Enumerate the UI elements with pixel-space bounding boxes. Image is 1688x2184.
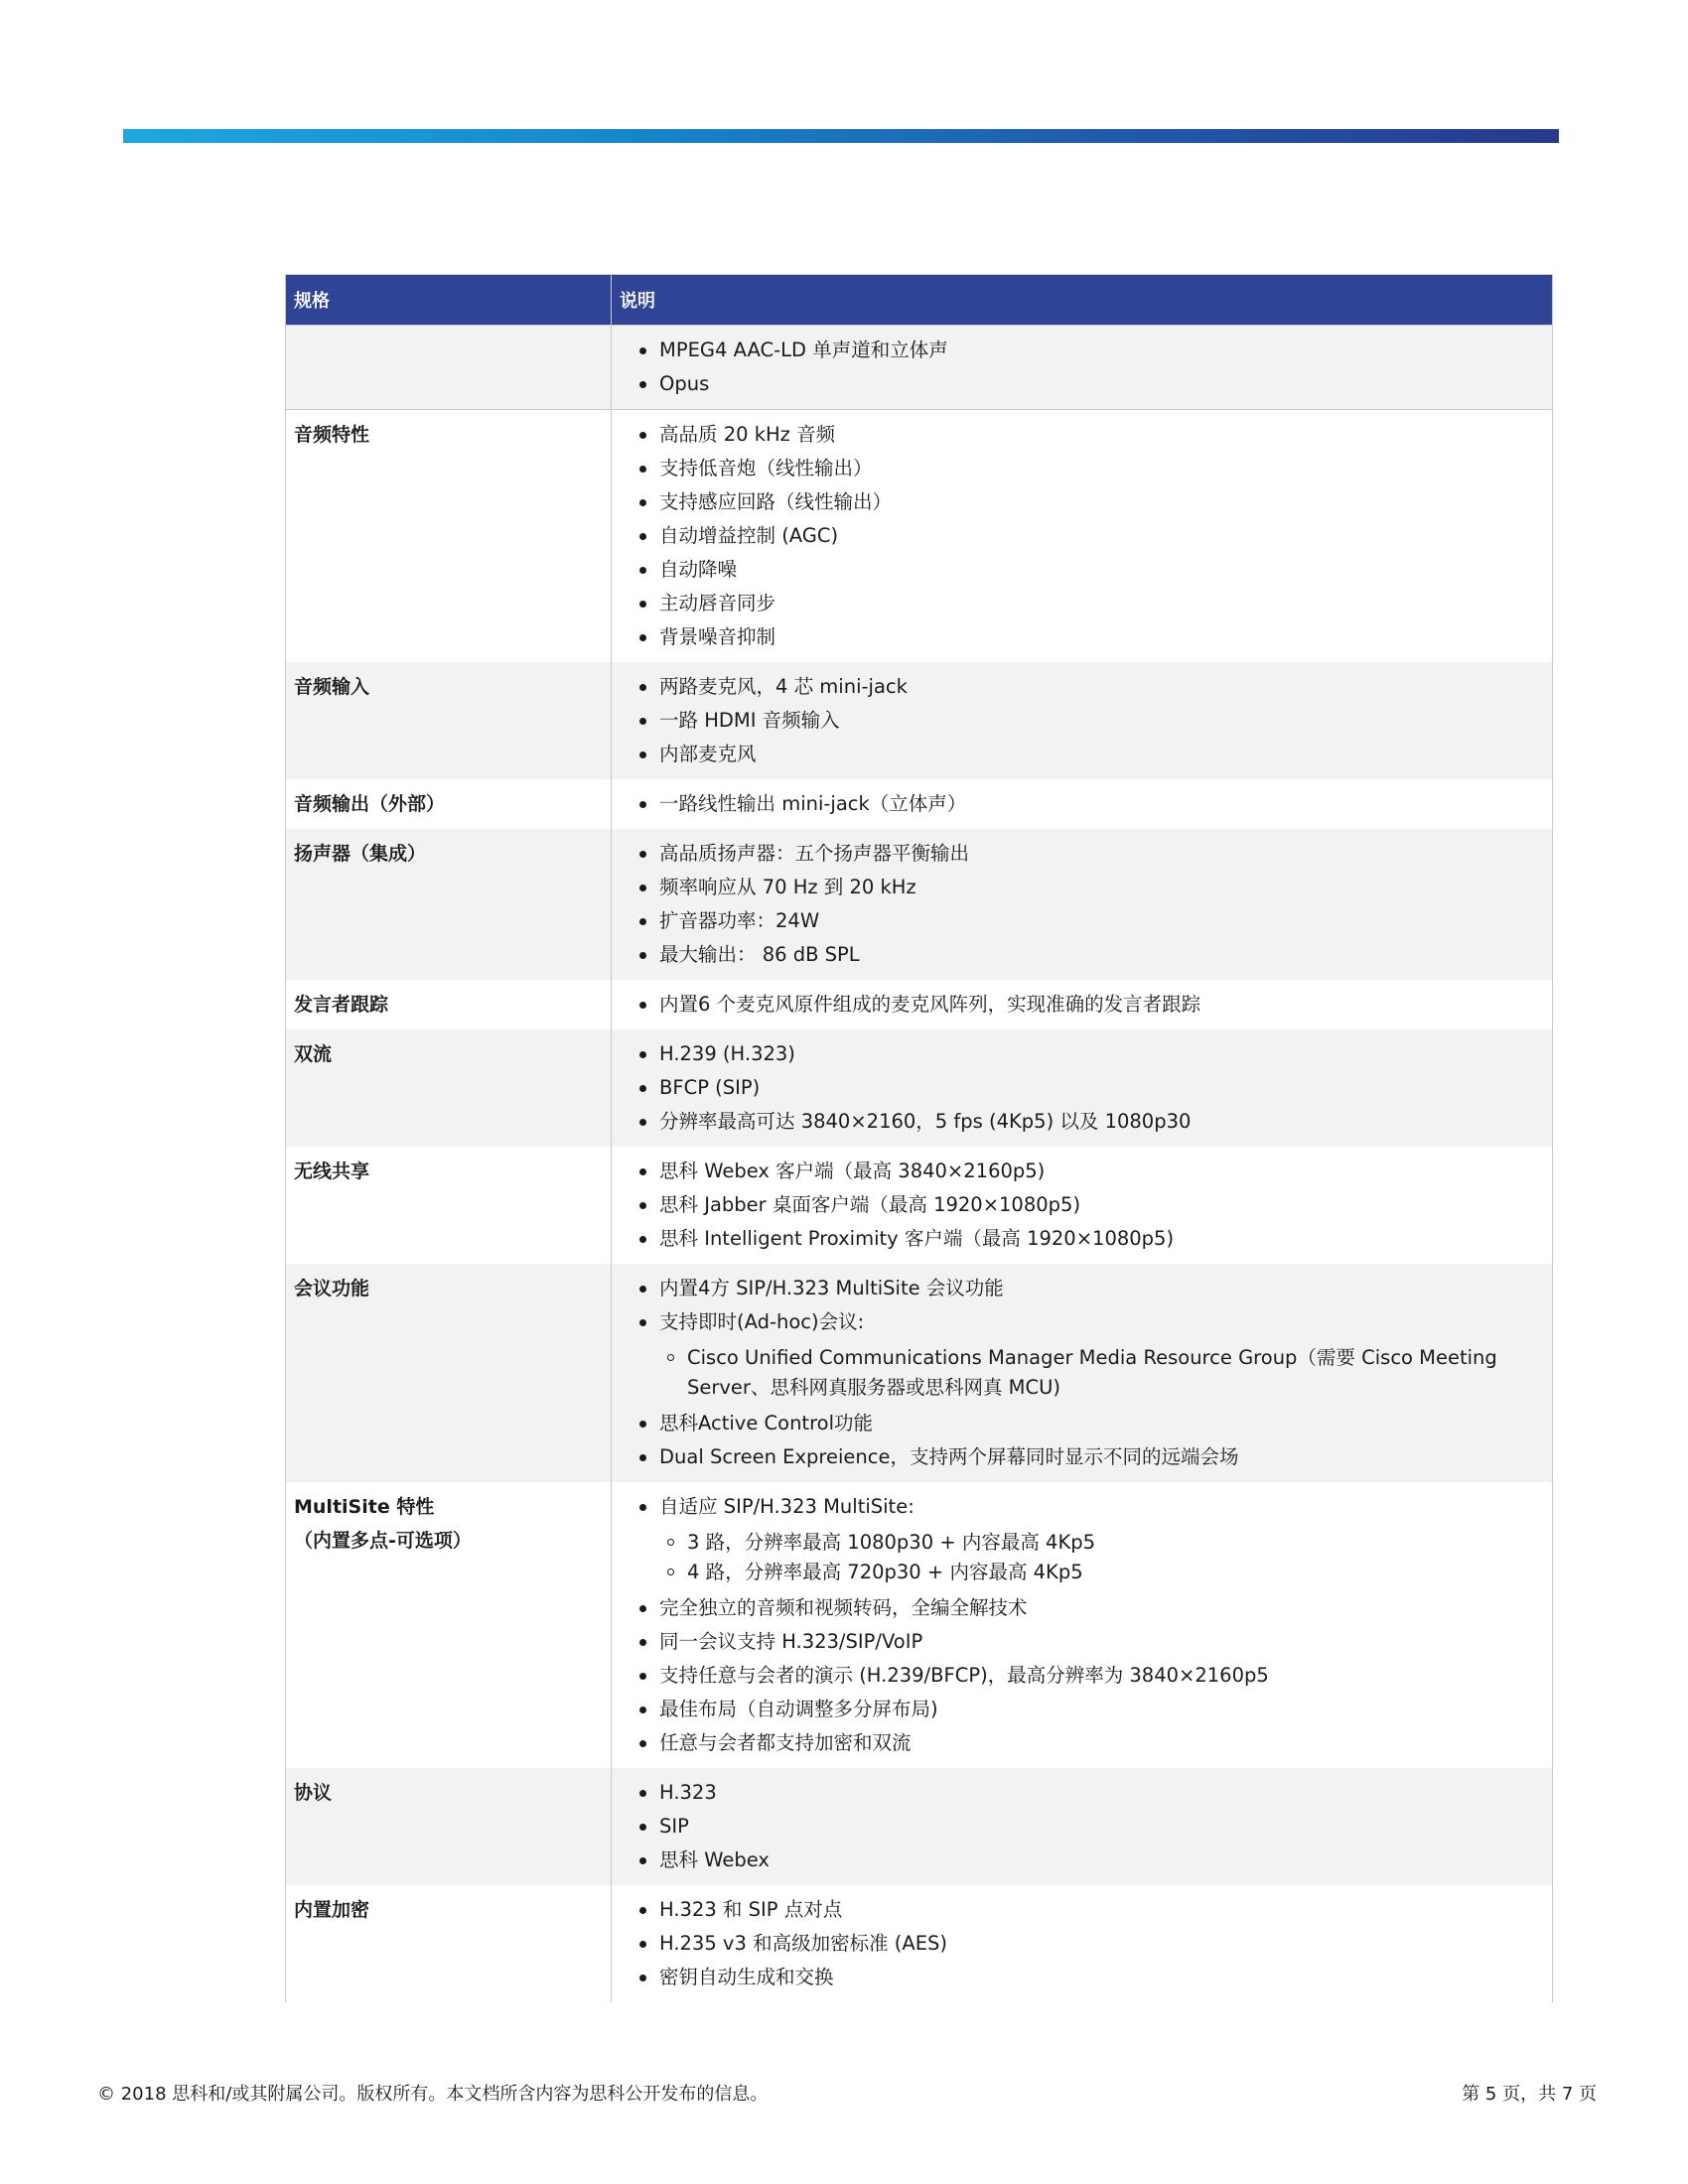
description-cell (612, 1264, 1553, 1482)
list-item: 思科Active Control功能 (620, 1407, 1544, 1440)
list-item: 高品质扬声器：五个扬声器平衡输出 (620, 837, 1544, 871)
spec-name: 音频输入 (294, 676, 370, 698)
description-cell (612, 410, 1553, 663)
list-item: 密钥自动生成和交换 (620, 1961, 1544, 1994)
spec-name: 音频特性 (294, 424, 370, 446)
spec-name: 会议功能 (294, 1278, 370, 1299)
table-row (286, 1768, 1553, 1885)
list-item: 支持感应回路（线性输出） (620, 485, 1544, 519)
list-item: 任意与会者都支持加密和双流 (620, 1726, 1544, 1760)
spec-table (285, 274, 1553, 2002)
list-item: 完全独立的音频和视频转码，全编全解技术 (620, 1591, 1544, 1625)
spec-name-cell (286, 326, 612, 410)
list-item: H.239 (H.323) (620, 1037, 1544, 1071)
header-gradient-bar (123, 129, 1559, 143)
bullet-list (620, 1776, 1544, 1877)
spec-name: 音频输出（外部） (294, 793, 446, 815)
bullet-list (620, 1591, 1544, 1760)
list-item: 扩音器功率：24W (620, 904, 1544, 938)
list-item: 思科 Webex (620, 1843, 1544, 1877)
description-cell (612, 1482, 1553, 1768)
list-item: 支持低音炮（线性输出） (620, 452, 1544, 485)
spec-name: MultiSite 特性 (294, 1496, 435, 1518)
spec-name: 协议 (294, 1782, 333, 1804)
list-item: 自适应 SIP/H.323 MultiSite: (620, 1490, 1544, 1524)
list-item: SIP (620, 1810, 1544, 1843)
table-row (286, 662, 1553, 779)
sub-list-item: 3 路，分辨率最高 1080p30 + 内容最高 4Kp5 (620, 1528, 1544, 1558)
list-item: 支持即时(Ad-hoc)会议: (620, 1305, 1544, 1339)
description-cell (612, 1147, 1553, 1264)
list-item: MPEG4 AAC-LD 单声道和立体声 (620, 334, 1544, 367)
list-item: 支持任意与会者的演示 (H.239/BFCP)，最高分辨率为 3840×2160p5 (620, 1659, 1544, 1693)
spec-name-cell (286, 1147, 612, 1264)
list-item: 主动唇音同步 (620, 587, 1544, 620)
table-row (286, 326, 1553, 410)
description-cell (612, 980, 1553, 1029)
bullet-list (620, 1037, 1544, 1139)
list-item: 两路麦克风，4 芯 mini-jack (620, 670, 1544, 704)
sub-list-item: Cisco Unified Communications Manager Media Resource Group（需要 Cisco Meeting Server、思科网真服务器或思科网真 MCU) (620, 1343, 1544, 1403)
table-row (286, 980, 1553, 1029)
table-header-row (286, 275, 1553, 326)
spec-name: 双流 (294, 1043, 333, 1065)
spec-name-cell (286, 1029, 612, 1147)
list-item: H.235 v3 和高级加密标准 (AES) (620, 1927, 1544, 1961)
description-cell (612, 1768, 1553, 1885)
list-item: Opus (620, 367, 1544, 401)
list-item: 一路 HDMI 音频输入 (620, 704, 1544, 738)
description-cell (612, 1885, 1553, 2002)
spec-name: 发言者跟踪 (294, 994, 389, 1016)
list-item: 思科 Jabber 桌面客户端（最高 1920×1080p5) (620, 1188, 1544, 1222)
bullet-list (620, 1893, 1544, 1994)
spec-name-cell (286, 779, 612, 829)
spec-name: 内置加密 (294, 1899, 370, 1921)
list-item: H.323 和 SIP 点对点 (620, 1893, 1544, 1927)
header-description: 说明 (612, 275, 1553, 326)
table-row (286, 829, 1553, 980)
footer-copyright: © 2018 思科和/或其附属公司。版权所有。本文档所含内容为思科公开发布的信息。 (97, 2084, 769, 2105)
description-cell (612, 326, 1553, 410)
list-item: 高品质 20 kHz 音频 (620, 418, 1544, 452)
bullet-list (620, 988, 1544, 1022)
spec-name-cell (286, 662, 612, 779)
spec-name-cell (286, 1264, 612, 1482)
table-row (286, 779, 1553, 829)
spec-name-cell (286, 829, 612, 980)
list-item: 同一会议支持 H.323/SIP/VoIP (620, 1625, 1544, 1659)
list-item: 思科 Webex 客户端（最高 3840×2160p5) (620, 1155, 1544, 1188)
table-row (286, 410, 1553, 663)
spec-name-sub: （内置多点-可选项） (294, 1530, 472, 1552)
table-row (286, 1264, 1553, 1482)
footer-page-number: 第 5 页，共 7 页 (1462, 2084, 1597, 2105)
spec-name: 扬声器（集成） (294, 843, 427, 865)
list-item: 最佳布局（自动调整多分屏布局) (620, 1693, 1544, 1726)
list-item: 内置6 个麦克风原件组成的麦克风阵列，实现准确的发言者跟踪 (620, 988, 1544, 1022)
spec-name-cell (286, 410, 612, 663)
list-item: 分辨率最高可达 3840×2160，5 fps (4Kp5) 以及 1080p30 (620, 1105, 1544, 1139)
description-cell (612, 1029, 1553, 1147)
sub-list-item: 4 路，分辨率最高 720p30 + 内容最高 4Kp5 (620, 1558, 1544, 1587)
list-item: Dual Screen Expreience，支持两个屏幕同时显示不同的远端会场 (620, 1440, 1544, 1474)
bullet-list (620, 1407, 1544, 1474)
list-item: H.323 (620, 1776, 1544, 1810)
list-item: 内置4方 SIP/H.323 MultiSite 会议功能 (620, 1272, 1544, 1305)
header-spec: 规格 (286, 275, 612, 326)
spec-name-cell (286, 980, 612, 1029)
list-item: 内部麦克风 (620, 738, 1544, 771)
table-row (286, 1029, 1553, 1147)
table-row (286, 1147, 1553, 1264)
bullet-list (620, 1490, 1544, 1524)
list-item: 背景噪音抑制 (620, 620, 1544, 654)
spec-name-cell (286, 1482, 612, 1768)
spec-name-cell (286, 1885, 612, 2002)
description-cell (612, 662, 1553, 779)
list-item: 一路线性输出 mini-jack（立体声） (620, 787, 1544, 821)
bullet-list (620, 670, 1544, 771)
sub-bullet-list (620, 1343, 1544, 1403)
list-item: 最大输出： 86 dB SPL (620, 938, 1544, 972)
table-row (286, 1885, 1553, 2002)
list-item: 频率响应从 70 Hz 到 20 kHz (620, 871, 1544, 904)
bullet-list (620, 418, 1544, 654)
sub-bullet-list (620, 1528, 1544, 1587)
bullet-list (620, 837, 1544, 972)
list-item: 自动增益控制 (AGC) (620, 519, 1544, 553)
list-item: 自动降噪 (620, 553, 1544, 587)
description-cell (612, 829, 1553, 980)
bullet-list (620, 787, 1544, 821)
spec-name: 无线共享 (294, 1160, 370, 1182)
description-cell (612, 779, 1553, 829)
list-item: 思科 Intelligent Proximity 客户端（最高 1920×1080p5) (620, 1222, 1544, 1256)
list-item: BFCP (SIP) (620, 1071, 1544, 1105)
bullet-list (620, 1272, 1544, 1339)
table-row (286, 1482, 1553, 1768)
bullet-list (620, 334, 1544, 401)
bullet-list (620, 1155, 1544, 1256)
spec-name-cell (286, 1768, 612, 1885)
